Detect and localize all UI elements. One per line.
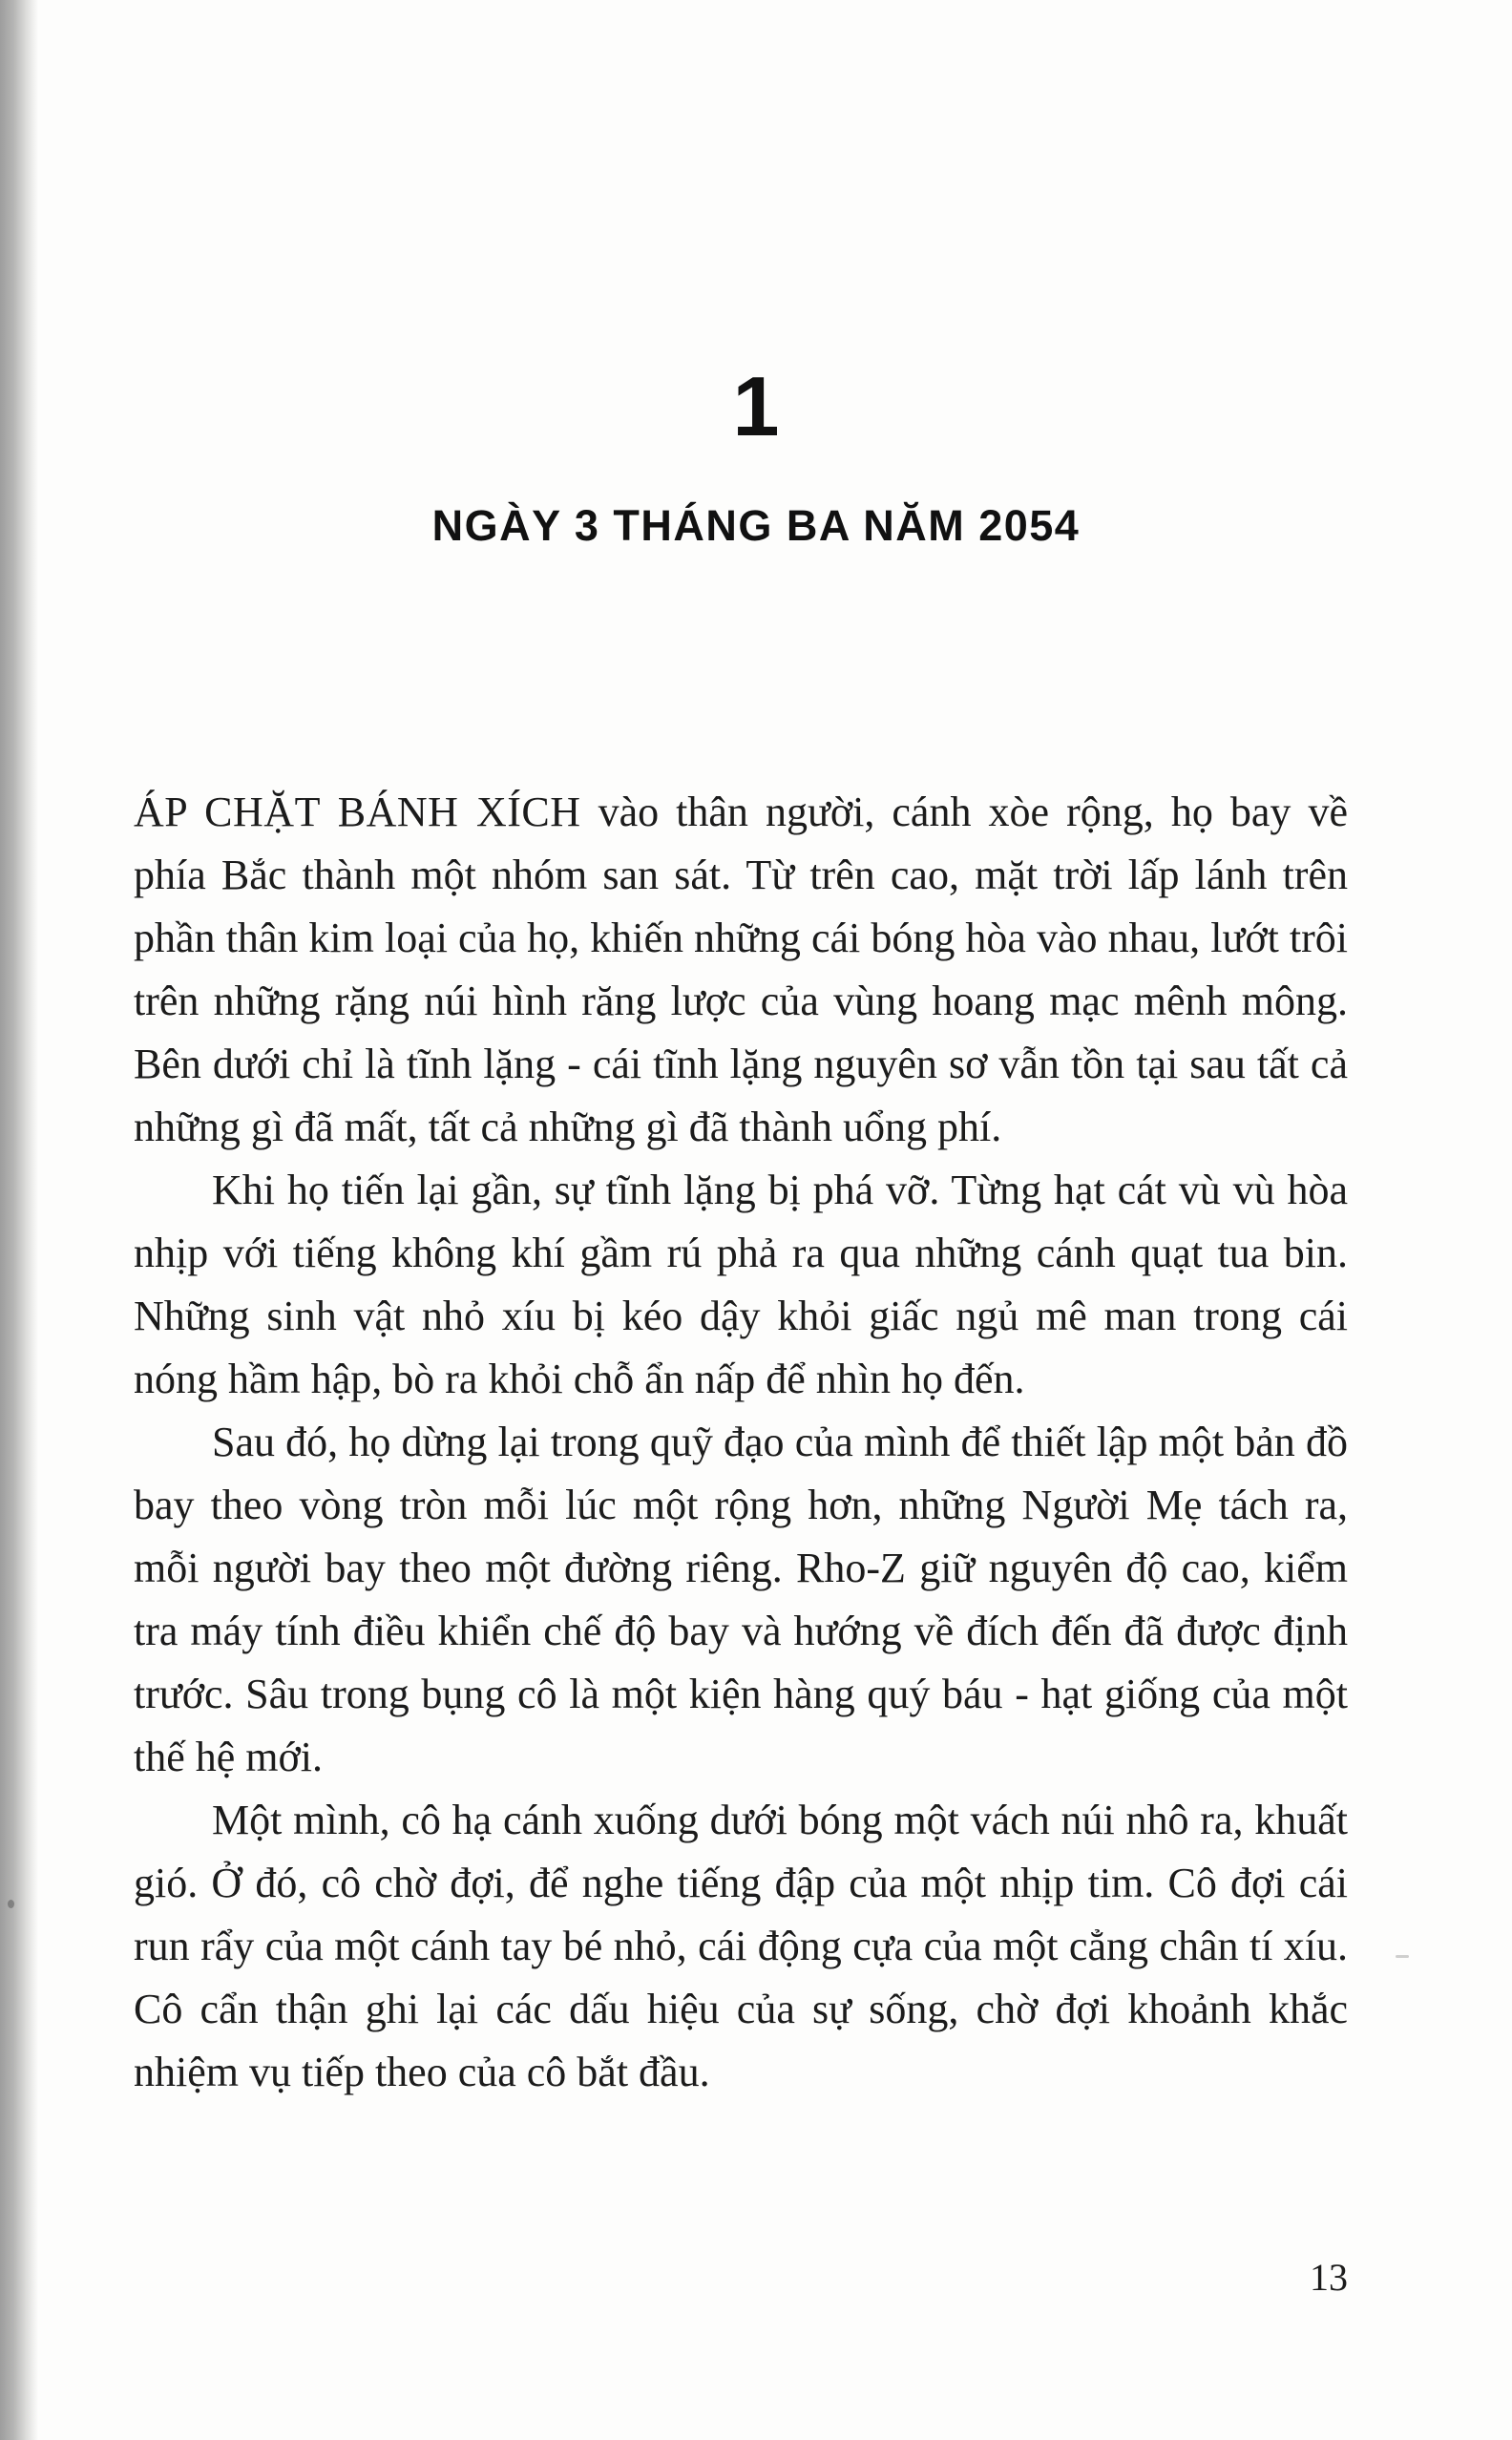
page-number: 13	[1310, 2256, 1348, 2299]
chapter-title: NGÀY 3 THÁNG BA NĂM 2054	[431, 501, 1081, 550]
paragraph	[134, 781, 1348, 1159]
paragraph: Một mình, cô hạ cánh xuống dưới bóng một vách núi nhô ra, khuất gió. Ở đó, cô chờ đợi, để nghe tiếng đập của một nhịp tim. Cô đợi cái run rẩy của một cánh tay bé nhỏ, cái động cựa của một cẳng chân tí xíu. Cô cẩn thận ghi lại các dấu hiệu của sự sống, chờ đợi khoảnh khắc nhiệm vụ tiếp theo của cô bắt đầu.	[134, 1797, 1348, 2095]
paragraph: Khi họ tiến lại gần, sự tĩnh lặng bị phá vỡ. Từng hạt cát vù vù hòa nhịp với tiếng không khí gầm rú phả ra qua những cánh quạt tua bin. Những sinh vật nhỏ xíu bị kéo dậy khỏi giấc ngủ mê man trong cái nóng hầm hập, bò ra khỏi chỗ ẩn nấp để nhìn họ đến.	[134, 1167, 1348, 1402]
scan-speck	[1396, 1955, 1409, 1958]
paragraph-opener: ÁP CHẶT BÁNH XÍCH	[134, 789, 581, 835]
scan-speck	[8, 1900, 14, 1908]
paragraph-text: vào thân người, cánh xòe rộng, họ bay về phía Bắc thành một nhóm san sát. Từ trên cao, mặt trời lấp lánh trên phần thân kim loại của họ, khiến những cái bóng hòa vào nhau, lướt trôi trên những rặng núi hình răng lược của vùng hoang mạc mênh mông. Bên dưới chỉ là tĩnh lặng - cái tĩnh lặng nguyên sơ vẫn tồn tại sau tất cả những gì đã mất, tất cả những gì đã thành uổng phí.	[134, 789, 1348, 1150]
body-text	[134, 781, 1348, 2104]
paragraph: Sau đó, họ dừng lại trong quỹ đạo của mình để thiết lập một bản đồ bay theo vòng tròn mỗi lúc một rộng hơn, những Người Mẹ tách ra, mỗi người bay theo một đường riêng. Rho-Z giữ nguyên độ cao, kiểm tra máy tính điều khiển chế độ bay và hướng về đích đến đã được định trước. Sâu trong bụng cô là một kiện hàng quý báu - hạt giống của một thế hệ mới.	[134, 1419, 1348, 1780]
chapter-number: 1	[732, 359, 780, 453]
